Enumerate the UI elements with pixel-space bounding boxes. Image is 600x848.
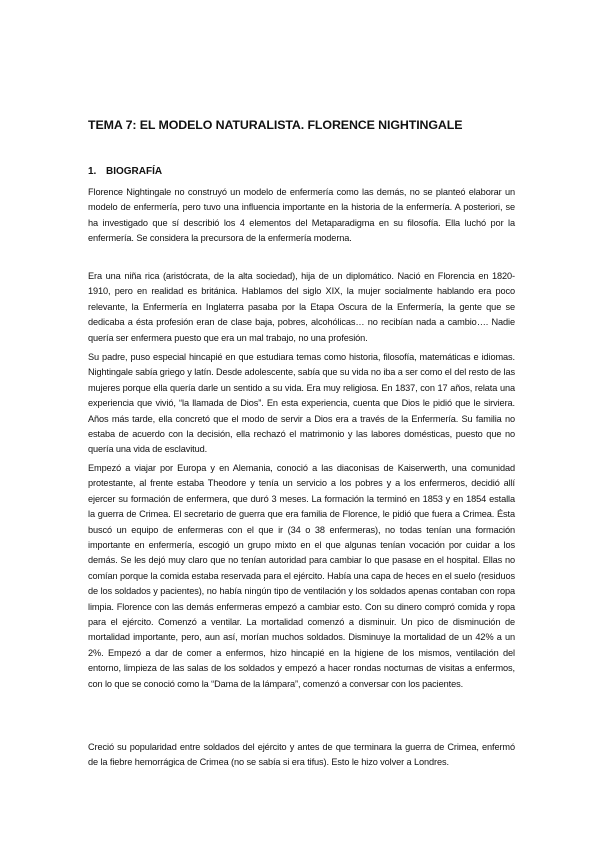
- paragraph-origin: Era una niña rica (aristócrata, de la alta sociedad), hija de un diplomático. Nació en Florencia en 1820-1910, pero en realidad es británica. Hablamos del siglo XIX, la mujer socialmente hablando era poco relevante, la Enfermería en Inglaterra pasaba por la Etapa Oscura de la Enfermería, la gente que se dedicaba a ésta profesión eran de clase baja, pobres, alcohólicas… no recibían nada a cambio…. Nadie quería ser enfermera puesto que era un mal trabajo, no una profesión.: [88, 271, 515, 343]
- paragraph-intro: Florence Nightingale no construyó un modelo de enfermería como las demás, no se planteó elaborar un modelo de enfermería, pero tuvo una influencia importante en la historia de la enfermería. A posteriori, se ha investigado que sí describió los 4 elementos del Metaparadigma en su filosofía. Ella luchó por la enfermería. Se considera la precursora de la enfermería moderna.: [88, 187, 515, 244]
- paragraph-return: Creció su popularidad entre soldados del ejército y antes de que terminara la guerra de Crimea, enfermó de la fiebre hemorrágica de Crimea (no se sabía si era tifus). Esto le hizo volver a Londres.: [88, 742, 515, 768]
- document-title: TEMA 7: EL MODELO NATURALISTA. FLORENCE NIGHTINGALE: [88, 118, 463, 132]
- section-number: 1.: [88, 166, 97, 177]
- paragraph-crimea: Empezó a viajar por Europa y en Alemania, conoció a las diaconisas de Kaiserwerth, una comunidad protestante, al frente estaba Theodore y tenía un servicio a los pobres y a los enfermeros, decidió allí ejercer su formación de enfermera, que duró 3 meses. La formación la terminó en 1853 y en 1854 estalla la guerra de Crimea. El secretario de guerra que era familia de Florence, le pidió que fuera a Crimea. Ésta buscó un equipo de enfermeras con el que ir (34 o 38 enfermeras), no todas tenían una formación importante en enfermería, escogió un grupo mixto en el que algunas tenían vocación por cuidar a los demás. Se les dejó muy claro que no tenían autoridad para cambiar lo que pasase en el hospital. Ellas no comían porque la comida estaba reservada para el ejército. Había una capa de heces en el suelo (residuos de los soldados y pacientes), no había ningún tipo de ventilación y los soldados apenas contaban con ropa limpia. Florence con las demás enfermeras empezó a cambiar esto. Con su dinero compró comida y ropa para el ejército. Comenzó a ventilar. La mortalidad comenzó a disminuir. Un pico de disminución de mortalidad importante, pero, aun así, morían muchos soldados. Disminuye la mortalidad de un 42% a un 2%. Empezó a dar de comer a enfermos, hizo hincapié en la higiene de los mismos, ventilación del entorno, limpieza de las salas de los soldados y empezó a hacer rondas nocturnas de visitas a enfermos, con lo que se conoció como la “Dama de la lámpara”, comenzó a conversar con los pacientes.: [88, 463, 515, 689]
- paragraph-education: Su padre, puso especial hincapié en que estudiara temas como historia, filosofía, matemáticas e idiomas. Nightingale sabía griego y latín. Desde adolescente, sabía que su vida no iba a ser como el del resto de las mujeres porque ella quería darle un sentido a su vida. Era muy religiosa. En 1837, con 17 años, relata una experiencia que vivió, “la llamada de Dios”. En esta experiencia, cuenta que Dios le pidió que le sirviera. Años más tarde, ella concretó que el modo de servir a Dios era a través de la Enfermería. Su familia no estaba de acuerdo con la decisión, ella rechazó el matrimonio y las labores domésticas, puesto que no quería una vida de esclavitud.: [88, 352, 515, 455]
- section-heading: [88, 166, 162, 177]
- section-heading-text: BIOGRAFÍA: [106, 166, 163, 177]
